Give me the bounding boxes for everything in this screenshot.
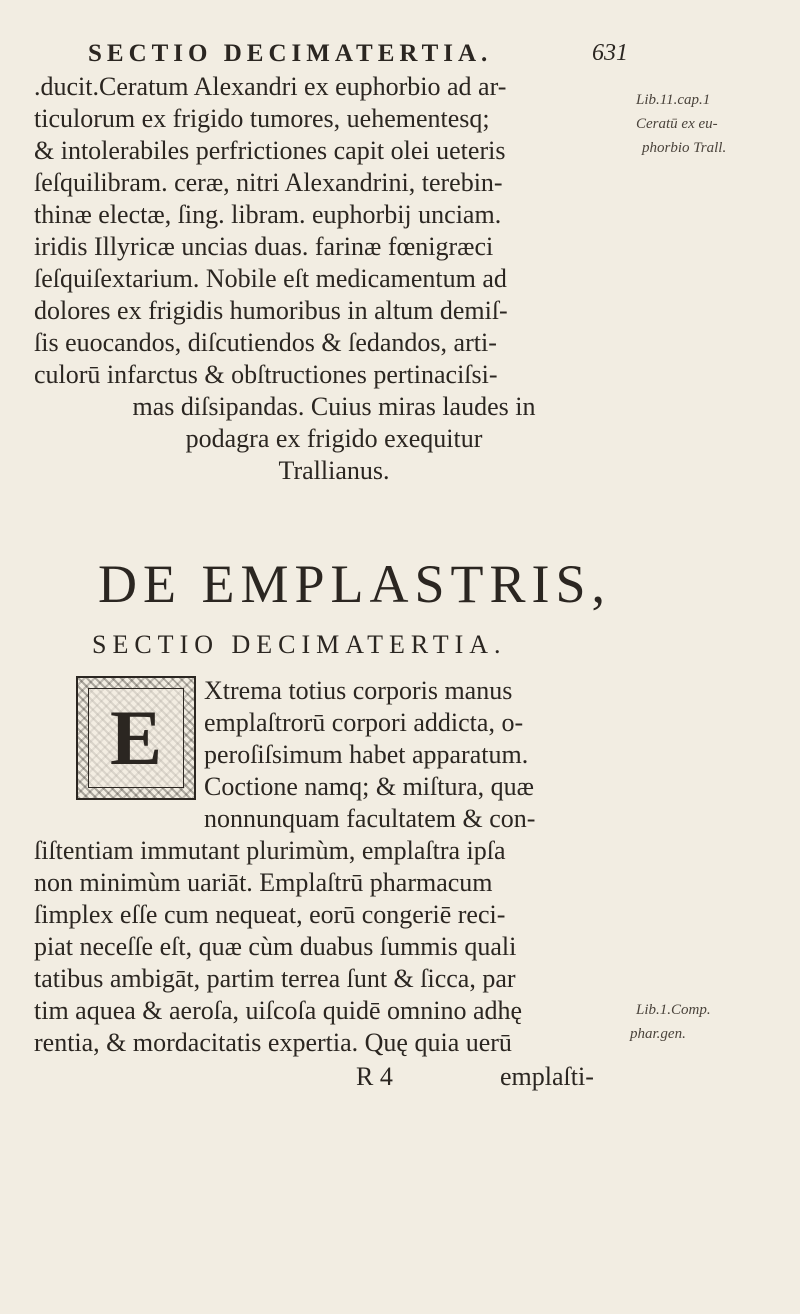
running-header bbox=[88, 40, 628, 72]
text-line: non minimùm uariāt. Emplaſtrū pharmacum bbox=[34, 868, 493, 897]
margin-note: Lib.11.cap.1 bbox=[636, 92, 711, 108]
margin-note: phar.gen. bbox=[630, 1026, 686, 1042]
text-line: ſiſtentiam immutant plurimùm, emplaſtra ipſa bbox=[34, 836, 506, 865]
text-line: & intolerabiles perfrictiones capit olei ueteris bbox=[34, 136, 506, 165]
margin-note: Lib.1.Comp. bbox=[636, 1002, 711, 1018]
text-line: tim aquea & aeroſa, uiſcoſa quidē omnino adhę bbox=[34, 996, 523, 1025]
text-line: iridis Illyricæ uncias duas. farinæ fœnigræci bbox=[34, 232, 494, 261]
section-heading: DE EMPLASTRIS, bbox=[98, 554, 612, 614]
text-line: piat neceſſe eſt, quæ cùm duabus ſummis quali bbox=[34, 932, 517, 961]
text-line: podagra ex frigido exequitur bbox=[185, 424, 483, 453]
text-line: nonnunquam facultatem & con- bbox=[204, 804, 536, 833]
text-line: peroſiſsimum habet apparatum. bbox=[204, 740, 529, 769]
text-line: Coctione namq; & miſtura, quæ bbox=[204, 772, 535, 801]
text-line: ſis euocandos, diſcutiendos & ſedandos, arti- bbox=[34, 328, 497, 357]
text-line: culorū infarctus & obſtructiones pertinaciſsi- bbox=[34, 360, 498, 389]
catchword: emplaſti- bbox=[500, 1062, 594, 1091]
text-line: ticulorum ex frigido tumores, uehementesq; bbox=[34, 104, 490, 133]
initial-letter: E bbox=[109, 694, 163, 781]
page-number: 631 bbox=[592, 40, 628, 66]
decorated-initial bbox=[76, 676, 196, 800]
section-subheading: SECTIO DECIMATERTIA. bbox=[92, 630, 507, 659]
text-line: dolores ex frigidis humoribus in altum demiſ- bbox=[34, 296, 508, 325]
margin-note: Ceratū ex eu- bbox=[636, 116, 718, 132]
running-title: SECTIO DECIMATERTIA. bbox=[88, 40, 493, 67]
text-line: Trallianus. bbox=[278, 456, 390, 485]
text-line: rentia, & mordacitatis expertia. Quę quia uerū bbox=[34, 1028, 512, 1057]
text-line: ſimplex eſſe cum nequeat, eorū congeriē reci- bbox=[34, 900, 506, 929]
text-line: ſeſquilibram. ceræ, nitri Alexandrini, terebin- bbox=[34, 168, 503, 197]
text-line: tatibus ambigāt, partim terrea ſunt & ſicca, par bbox=[34, 964, 516, 993]
text-line: thinæ electæ, ſing. libram. euphorbij unciam. bbox=[34, 200, 502, 229]
text-line: ſeſquiſextarium. Nobile eſt medicamentum ad bbox=[34, 264, 507, 293]
text-line: .ducit.Ceratum Alexandri ex euphorbio ad ar- bbox=[34, 72, 507, 101]
text-line: Xtrema totius corporis manus bbox=[204, 676, 513, 705]
signature-mark: R 4 bbox=[356, 1062, 393, 1091]
text-line: mas diſsipandas. Cuius miras laudes in bbox=[132, 392, 536, 421]
margin-note: phorbio Trall. bbox=[642, 140, 727, 156]
initial-frame bbox=[88, 688, 184, 788]
text-line: emplaſtrorū corpori addicta, o- bbox=[204, 708, 524, 737]
